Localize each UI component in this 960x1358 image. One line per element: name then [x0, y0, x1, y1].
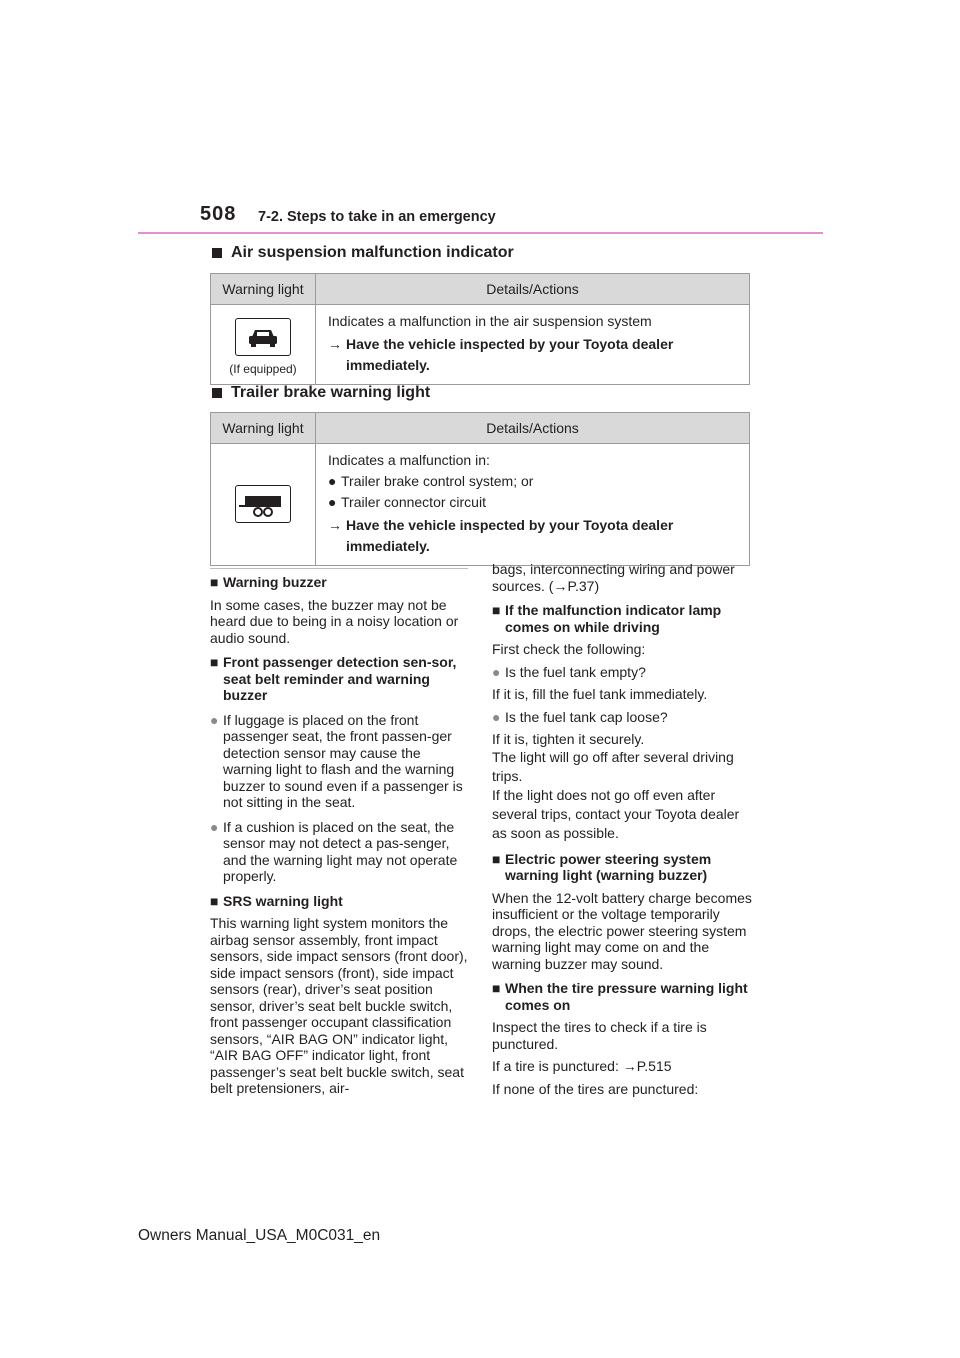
mil-bullet-2-text-2: The light will go off after several driving trips.: [492, 748, 734, 784]
col-warning-light: Warning light: [211, 413, 316, 444]
if-equipped-note: (If equipped): [229, 361, 297, 376]
trailer-intro: Indicates a malfunction in:: [328, 452, 490, 468]
left-column: [210, 574, 468, 1097]
air-suspension-action-text: Have the vehicle inspected by your Toyota dealer immediately.: [346, 336, 674, 373]
arrow-right-icon: →: [328, 336, 342, 352]
trailer-icon: [235, 485, 291, 523]
tire-text: Inspect the tires to check if a tire is punctured.: [492, 1019, 707, 1052]
trailer-brake-heading: [212, 384, 430, 402]
air-suspension-details: [316, 305, 750, 385]
arrow-right-icon: →: [622, 1058, 637, 1074]
air-suspension-icon-cell: [211, 305, 316, 385]
fp-bullet-1: ● If luggage is placed on the front passenger seat, the front passen-ger detection sensor may cause the warning light to flash and the warning buzzer to sound even if a passenger is not sitting in the seat.: [210, 711, 463, 810]
mil-first: First check the following:: [492, 641, 646, 657]
column-separator-rule: [210, 568, 468, 569]
right-column: [492, 561, 754, 1097]
arrow-right-icon: →: [553, 577, 568, 594]
trailer-bullet-2-text: Trailer connector circuit: [341, 494, 486, 510]
trailer-action-text: Have the vehicle inspected by your Toyota dealer immediately.: [346, 517, 674, 554]
page-number: 508: [200, 203, 237, 225]
arrow-right-icon: →: [328, 517, 342, 533]
front-passenger-heading: ■ Front passenger detection sen-sor, seat belt reminder and warning buzzer: [210, 654, 457, 703]
col-details-actions: Details/Actions: [316, 413, 750, 444]
section-title: 7-2. Steps to take in an emergency: [258, 209, 496, 225]
air-suspension-action: [328, 334, 739, 376]
trailer-bullet-2: [328, 492, 739, 513]
eps-heading: ■ Electric power steering system warning light (warning buzzer): [492, 850, 712, 883]
mil-bullet-1-text: If it is, fill the fuel tank immediately.: [492, 686, 708, 702]
air-suspension-car-icon: [235, 318, 291, 356]
trailer-brake-heading-text: Trailer brake warning light: [231, 384, 431, 401]
eps-text: When the 12-volt battery charge becomes insufficient or the voltage temporarily drops, the electric power steering system warning light may come on and the warning buzzer may sound.: [492, 889, 752, 972]
bullet-dot-icon: ●: [328, 473, 337, 489]
warning-buzzer-heading: ■ Warning buzzer: [210, 574, 327, 590]
warning-buzzer-text: In some cases, the buzzer may not be heard due to being in a noisy location or audio sound.: [210, 596, 459, 646]
mil-bullet-2-text-3: If the light does not go off even after several trips, contact your Toyota dealer as soon as possible.: [492, 786, 740, 841]
mil-bullet-1: ● Is the fuel tank empty?: [492, 663, 646, 680]
air-suspension-heading: [212, 244, 514, 262]
mil-heading: ■ If the malfunction indicator lamp comes on while driving: [492, 602, 722, 635]
air-suspension-heading-text: Air suspension malfunction indicator: [231, 244, 514, 261]
tire-none: If none of the tires are punctured:: [492, 1080, 699, 1097]
srs-text: This warning light system monitors the airbag sensor assembly, front impact sensors, side impact sensors (front door), side impact sensors (front), side impact sensors (rear), driver’s seat position sensor, driver’s seat belt buckle switch, front passenger occupant classification sensors, “AIR BAG ON” indicator light, “AIR BAG OFF” indicator light, front passenger’s seat belt buckle switch, seat belt pretensioners, air-: [210, 915, 468, 1096]
mil-bullet-2: ● Is the fuel tank cap loose?: [492, 708, 668, 725]
mil-bullet-2-text-1: If it is, tighten it securely.: [492, 731, 645, 747]
header-rule: [138, 232, 823, 234]
trailer-bullet-1-text: Trailer brake control system; or: [341, 473, 534, 489]
air-suspension-table: [210, 273, 750, 385]
srs-continued: bags, interconnecting wiring and power sources. (→P.37): [492, 561, 735, 594]
tire-punctured: If a tire is punctured: →P.515: [492, 1058, 672, 1074]
trailer-brake-details: [316, 444, 750, 566]
col-details-actions: Details/Actions: [316, 274, 750, 305]
square-bullet-icon: [212, 388, 222, 398]
col-warning-light: Warning light: [211, 274, 316, 305]
tire-heading: ■ When the tire pressure warning light comes on: [492, 980, 748, 1013]
trailer-bullet-1: [328, 471, 739, 492]
air-suspension-intro: Indicates a malfunction in the air suspension system: [328, 313, 652, 329]
trailer-icon-cell: [211, 444, 316, 566]
square-bullet-icon: [212, 248, 222, 258]
fp-bullet-2: ● If a cushion is placed on the seat, the sensor may not detect a pas-senger, and the warning light may not operate properly.: [210, 818, 458, 884]
bullet-dot-icon: ●: [328, 494, 337, 510]
trailer-action: [328, 515, 739, 557]
srs-heading: ■ SRS warning light: [210, 892, 343, 909]
footer-doc-id: Owners Manual_USA_M0C031_en: [138, 1227, 381, 1244]
trailer-brake-table: [210, 412, 750, 566]
